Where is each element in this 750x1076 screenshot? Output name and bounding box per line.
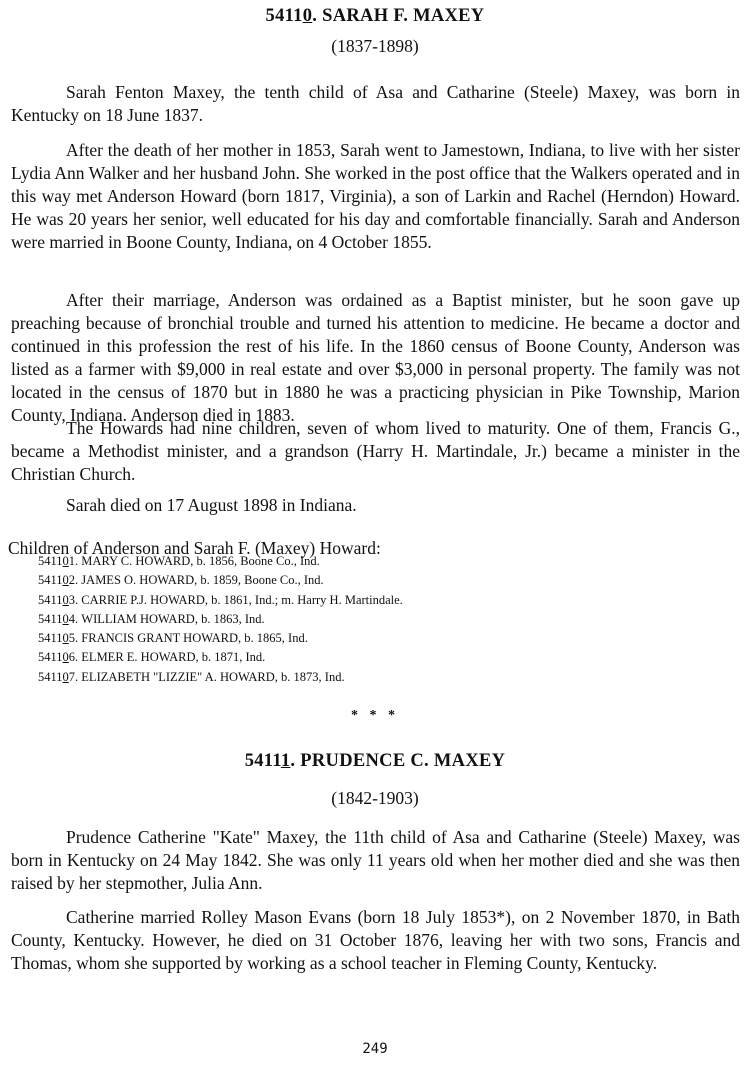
section-number: 54111. — [244, 751, 296, 771]
child-entry: FRANCIS GRANT HOWARD, b. 1865, Ind. — [81, 631, 308, 646]
child-entry: WILLIAM HOWARD, b. 1863, Ind. — [81, 611, 265, 626]
child-number: 541107. — [38, 669, 79, 684]
child-number: 541106. — [38, 650, 79, 665]
child-number: 541103. — [38, 592, 79, 607]
child-entry: JAMES O. HOWARD, b. 1859, Boone Co., Ind. — [81, 573, 324, 588]
child-entry: MARY C. HOWARD, b. 1856, Boone Co., Ind. — [81, 554, 320, 568]
section-heading-sarah — [0, 6, 750, 27]
paragraph-children: The Howards had nine children, seven of whom lived to maturity. One of them, Francis G., became a Methodist minister, and a grandson (Harry H. Martindale, Jr.) became a minister in the Christian Church. — [11, 418, 740, 484]
paragraph-death: Sarah died on 17 August 1898 in Indiana. — [66, 495, 357, 515]
paragraph-birth: Sarah Fenton Maxey, the tenth child of Asa and Catharine (Steele) Maxey, was born in Kentucky on 18 June 1837. — [11, 82, 740, 125]
paragraph-marriage: After the death of her mother in 1853, Sarah went to Jamestown, Indiana, to live with her sister Lydia Ann Walker and her husband John. She worked in the post office that the Walkers operated and in this way met Anderson Howard (born 1817, Virginia), a son of Larkin and Rachel (Herndon) Howard. He was 20 years her senior, well educated for his day and comfortable financially. Sarah and Anderson were married in Boone County, Indiana, on 4 October 1855. — [11, 140, 740, 252]
section-separator: * * * — [351, 708, 399, 723]
section-number: 54110. — [265, 6, 318, 26]
child-number: 541101. — [38, 554, 79, 568]
list-item — [38, 571, 403, 590]
list-item — [38, 591, 403, 610]
child-entry: ELIZABETH "LIZZIE" A. HOWARD, b. 1873, Ind. — [81, 669, 345, 684]
child-number: 541102. — [38, 573, 79, 588]
list-item — [38, 552, 403, 571]
paragraph-prudence-birth: Prudence Catherine "Kate" Maxey, the 11th child of Asa and Catharine (Steele) Maxey, was born in Kentucky on 24 May 1842. She was only 11 years old when her mother died and she was then raised by her stepmother, Julia Ann. — [11, 827, 740, 893]
child-entry: CARRIE P.J. HOWARD, b. 1861, Ind.; m. Harry H. Martindale. — [81, 592, 403, 607]
child-number: 541105. — [38, 631, 79, 646]
list-item — [38, 668, 403, 687]
child-entry: ELMER E. HOWARD, b. 1871, Ind. — [81, 650, 266, 665]
page-number: 249 — [362, 1041, 388, 1057]
section-name: SARAH F. MAXEY — [322, 6, 485, 26]
paragraph-career: After their marriage, Anderson was ordained as a Baptist minister, but he soon gave up preaching because of bronchial trouble and turned his attention to medicine. He became a doctor and continued in this profession the rest of his life. In the 1860 census of Boone County, Anderson was listed as a farmer with $9,000 in real estate and over $3,000 in personal property. The family was not located in the census of 1870 but in 1880 he was a practicing physician in Pike Township, Marion County, Indiana. Anderson died in 1883. — [11, 290, 740, 425]
list-item — [38, 610, 403, 629]
children-list — [38, 552, 403, 687]
list-item — [38, 629, 403, 648]
section-dates-sarah: (1837-1898) — [331, 36, 419, 56]
children-heading: Children of Anderson and Sarah F. (Maxey) Howard: — [8, 538, 381, 558]
section-heading-prudence — [0, 751, 750, 772]
list-item — [38, 648, 403, 667]
section-name: PRUDENCE C. MAXEY — [300, 751, 506, 771]
section-dates-prudence: (1842-1903) — [331, 788, 419, 808]
child-number: 541104. — [38, 611, 79, 626]
paragraph-prudence-marriage: Catherine married Rolley Mason Evans (born 18 July 1853*), on 2 November 1870, in Bath County, Kentucky. However, he died on 31 October 1876, leaving her with two sons, Francis and Thomas, whom she supported by working as a school teacher in Fleming County, Kentucky. — [11, 907, 740, 973]
